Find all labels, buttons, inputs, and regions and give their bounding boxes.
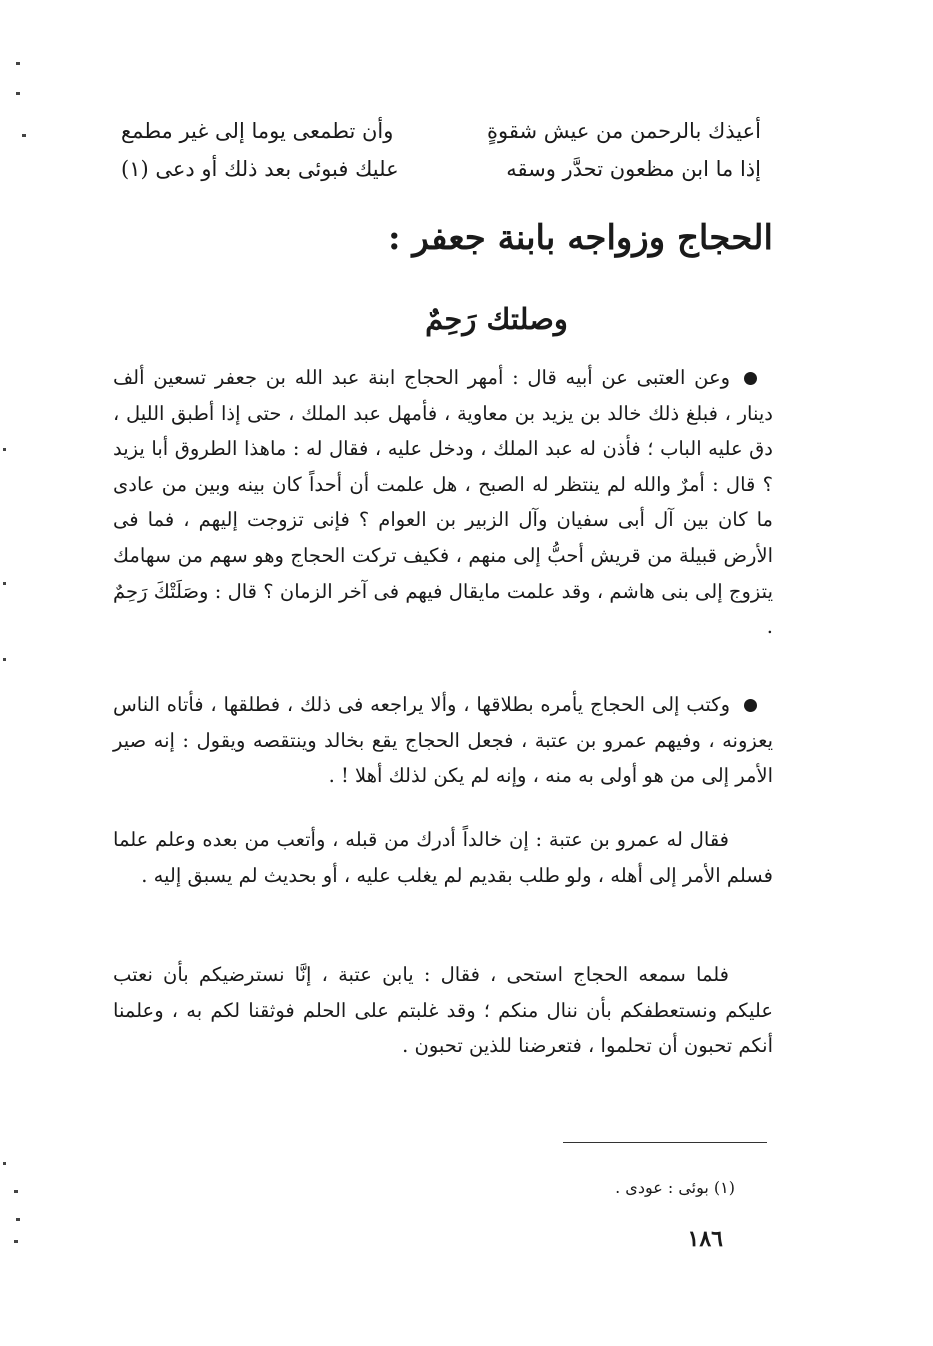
scan-speck: [14, 1240, 18, 1243]
scan-speck: [3, 658, 6, 661]
subtitle: وصلتك رَحِمٌ: [425, 302, 568, 336]
scan-speck: [14, 1190, 18, 1193]
paragraph-text: فلما سمعه الحجاج استحى ، فقال : يابن عتبة ، إنَّا نسترضيكم بأن نعتب عليكم ونستعطفكم بأن ننال منكم ؛ وقد غلبتم على الحلم فوثقنا لكم به ، وعلمنا أنكم تحبون أن تحلموا ، فتعرضنا للذين تحبون .: [113, 963, 773, 1058]
scan-speck: [16, 62, 20, 65]
section-title: الحجاج وزواجه بابنة جعفر :: [387, 218, 773, 258]
footnote-divider: [563, 1142, 767, 1143]
bullet-icon: [744, 699, 757, 712]
poem: [121, 112, 761, 188]
subtitle-wrapper: [0, 294, 933, 344]
poem-hemistich: أعيذك بالرحمن من عيش شقوةٍ: [486, 119, 761, 143]
paragraph-3: [113, 822, 773, 893]
scan-speck: [3, 582, 6, 585]
scan-speck: [3, 1162, 6, 1165]
paragraph-1: [113, 360, 773, 645]
poem-hemistich: وأن تطمعى يوما إلى غير مطمع: [121, 119, 394, 143]
scan-speck: [22, 134, 26, 137]
paragraph-text: وعن العتبى عن أبيه قال : أمهر الحجاج ابنة عبد الله بن جعفر تسعين ألف دينار ، فبلغ ذلك خالد بن يزيد بن معاوية ، فأمهل عبد الملك ، حتى إذا أطبق الليل ، دق عليه الباب ؛ فأذن له عبد الملك ، ودخل عليه ، فقال له : ماهذا الطروق أبا يزيد ؟ قال : أمرٌ والله لم ينتظر له الصبح ، هل علمت أن أحداً كان بينه وبين من عادى ما كان بين آل أبى سفيان وآل الزبير بن العوام ؟ فإنى تزوجت إليهم ، فما فى الأرض قبيلة من قريش أحبُّ إلى منهم ، فكيف تركت الحجاج وهو سهم من سهامك يتزوج إلى بنى هاشم ، وقد علمت مايقال فيهم فى آخر الزمان ؟ قال : وصَلَتْكَ رَحِمٌ .: [113, 366, 773, 639]
poem-hemistich: إذا ما ابن مظعون تحدَّر وسقه: [506, 157, 761, 181]
scan-speck: [16, 1218, 20, 1221]
poem-line-1: [121, 112, 761, 150]
poem-hemistich: عليك فبوئى بعد ذلك أو دعى (١): [121, 157, 399, 181]
paragraph-2: [113, 687, 773, 794]
footnote: (١) بوئى : عودى .: [615, 1178, 735, 1197]
bullet-icon: [744, 372, 757, 385]
scan-speck: [3, 448, 6, 451]
paragraph-text: وكتب إلى الحجاج يأمره بطلاقها ، وألا يراجعه فى ذلك ، فطلقها ، فأتاه الناس يعزونه ، وفيهم عمرو بن عتبة ، فجعل الحجاج يقع بخالد وينتقصه ويقول : إنه صير الأمر إلى من هو أولى به منه ، وإنه لم يكن لذلك أهلا ! .: [113, 693, 773, 788]
poem-line-2: [121, 150, 761, 188]
scan-speck: [16, 92, 20, 95]
paragraph-text: فقال له عمرو بن عتبة : إن خالداً أدرك من قبله ، وأتعب من بعده وعلم علما فسلم الأمر إلى أهله ، ولو طلب بقديم لم يغلب عليه ، أو بحديث لم يسبق إليه .: [113, 828, 773, 887]
page-number: ١٨٦: [687, 1226, 723, 1252]
paragraph-4: [113, 957, 773, 1064]
